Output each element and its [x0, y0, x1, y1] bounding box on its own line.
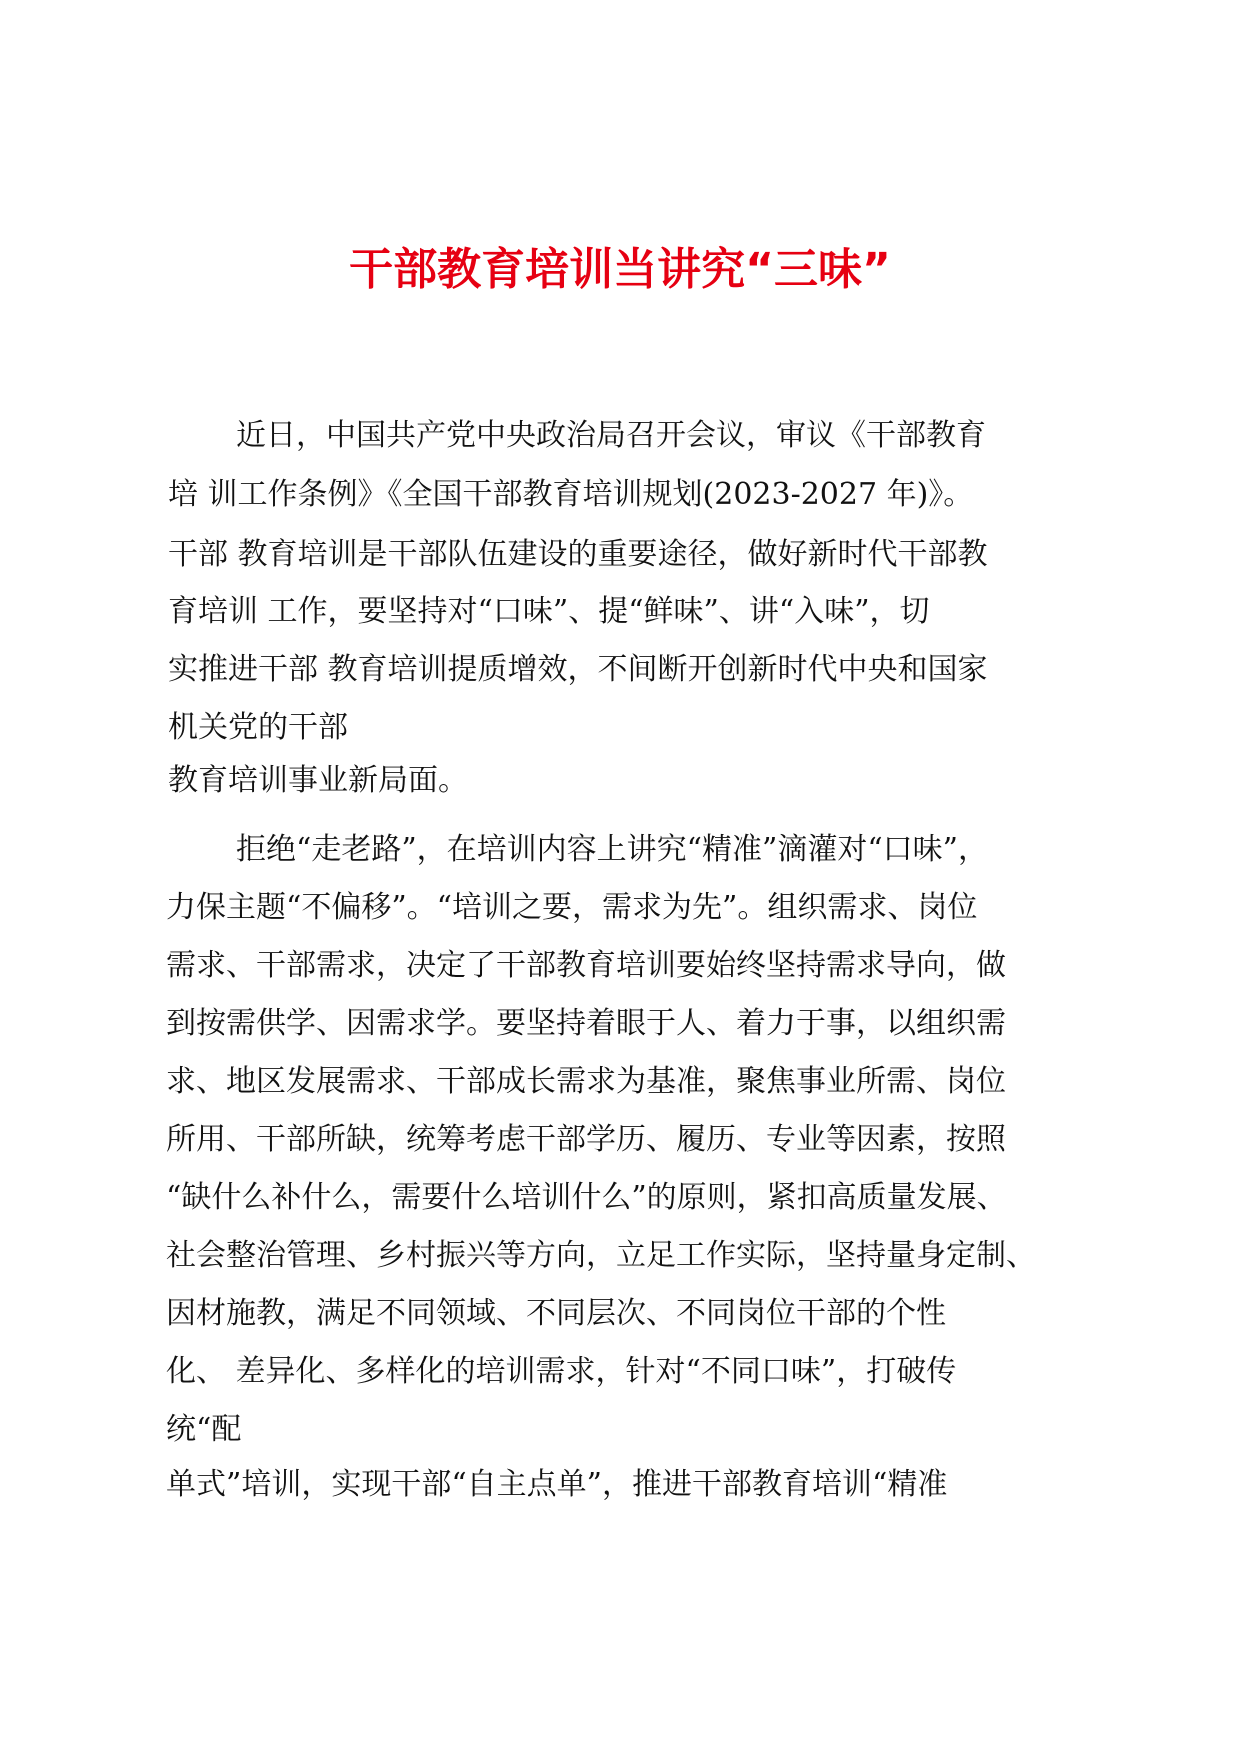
paragraph-2-line-3: 需求、干部需求，决定了干部教育培训要始终坚持需求导向，做 — [166, 948, 1006, 983]
paragraph-2-line-12: 单式”培训，实现干部“自主点单”，推进干部教育培训“精准 — [166, 1467, 948, 1502]
document-title: 干部教育培训当讲究“三味” — [349, 244, 891, 295]
paragraph-1-line-1: 近日，中国共产党中央政治局召开会议，审议《干部教育 — [236, 418, 986, 453]
paragraph-2-line-10: 化、 差异化、多样化的培训需求，针对“不同口味”，打破传 — [166, 1354, 957, 1389]
paragraph-2-line-6: 所用、干部所缺，统筹考虑干部学历、履历、专业等因素，按照 — [166, 1122, 1006, 1157]
paragraph-2-line-8: 社会整治管理、乡村振兴等方向，立足工作实际，坚持量身定制、 — [166, 1238, 1036, 1273]
paragraph-2-line-4: 到按需供学、因需求学。要坚持着眼于人、着力于事，以组织需 — [166, 1006, 1006, 1041]
paragraph-1-line-7: 教育培训事业新局面。 — [168, 763, 468, 798]
paragraph-1-line-6: 机关党的干部 — [168, 710, 348, 745]
paragraph-2-line-9: 因材施教，满足不同领域、不同层次、不同岗位干部的个性 — [166, 1296, 946, 1331]
paragraph-2-line-2: 力保主题“不偏移”。“培训之要，需求为先”。组织需求、岗位 — [166, 890, 978, 925]
paragraph-2-line-11: 统“配 — [166, 1412, 242, 1447]
paragraph-1-line-2: 培 训工作条例》《全国干部教育培训规划(2023-2027 年)》。 — [168, 477, 974, 512]
paragraph-1-line-5: 实推进干部 教育培训提质增效，不间断开创新时代中央和国家 — [168, 652, 988, 687]
paragraph-1-line-3: 干部 教育培训是干部队伍建设的重要途径，做好新时代干部教 — [168, 537, 988, 572]
paragraph-2-line-1: 拒绝“走老路”，在培训内容上讲究“精准”滴灌对“口味”， — [236, 832, 989, 867]
paragraph-2-line-5: 求、地区发展需求、干部成长需求为基准，聚焦事业所需、岗位 — [166, 1064, 1006, 1099]
paragraph-2-line-7: “缺什么补什么，需要什么培训什么”的原则，紧扣高质量发展、 — [166, 1180, 1007, 1215]
paragraph-1-line-4: 育培训 工作，要坚持对“口味”、提“鲜味”、讲“入味”，切 — [168, 594, 930, 629]
